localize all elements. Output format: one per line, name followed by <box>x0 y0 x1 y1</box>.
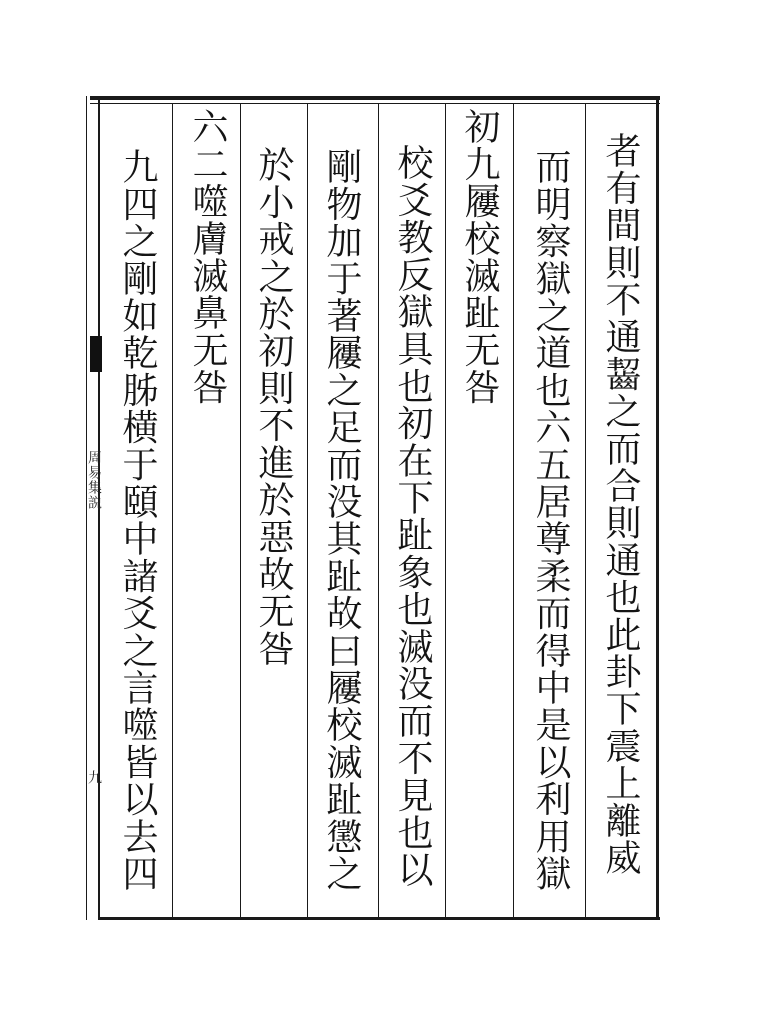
right-border <box>656 96 659 920</box>
fish-tail-mark <box>90 336 102 372</box>
column-divider <box>585 103 586 917</box>
column-divider <box>513 103 514 917</box>
column-divider <box>445 103 446 917</box>
top-border <box>90 96 660 100</box>
text-column-5: 剛物加于著屨之足而没其趾故曰屨校滅趾懲之 <box>321 148 362 892</box>
text-column-7: 六二噬膚滅鼻无咎 <box>187 108 228 406</box>
text-column-8: 九四之剛如乾胏横于頤中諸爻之言噬皆以去四 <box>117 148 158 892</box>
margin-book-title: 周易集説 <box>86 450 102 510</box>
top-border-inner <box>90 103 660 104</box>
text-column-2: 而明察獄之道也六五居尊柔而得中是以利用獄 <box>530 148 571 892</box>
bottom-border <box>98 917 660 920</box>
text-column-1: 者有間則不通齧之而合則通也此卦下震上離威 <box>600 132 641 876</box>
text-column-6: 於小戒之於初則不進於惡故无咎 <box>253 146 294 667</box>
margin-page-number: 九 <box>86 770 102 785</box>
text-column-4: 校爻教反獄具也初在下趾象也滅没而不見也以 <box>392 144 433 888</box>
text-column-3: 初九屨校滅趾无咎 <box>459 108 500 406</box>
column-divider <box>240 103 241 917</box>
column-divider <box>172 103 173 917</box>
column-divider <box>307 103 308 917</box>
column-divider <box>378 103 379 917</box>
